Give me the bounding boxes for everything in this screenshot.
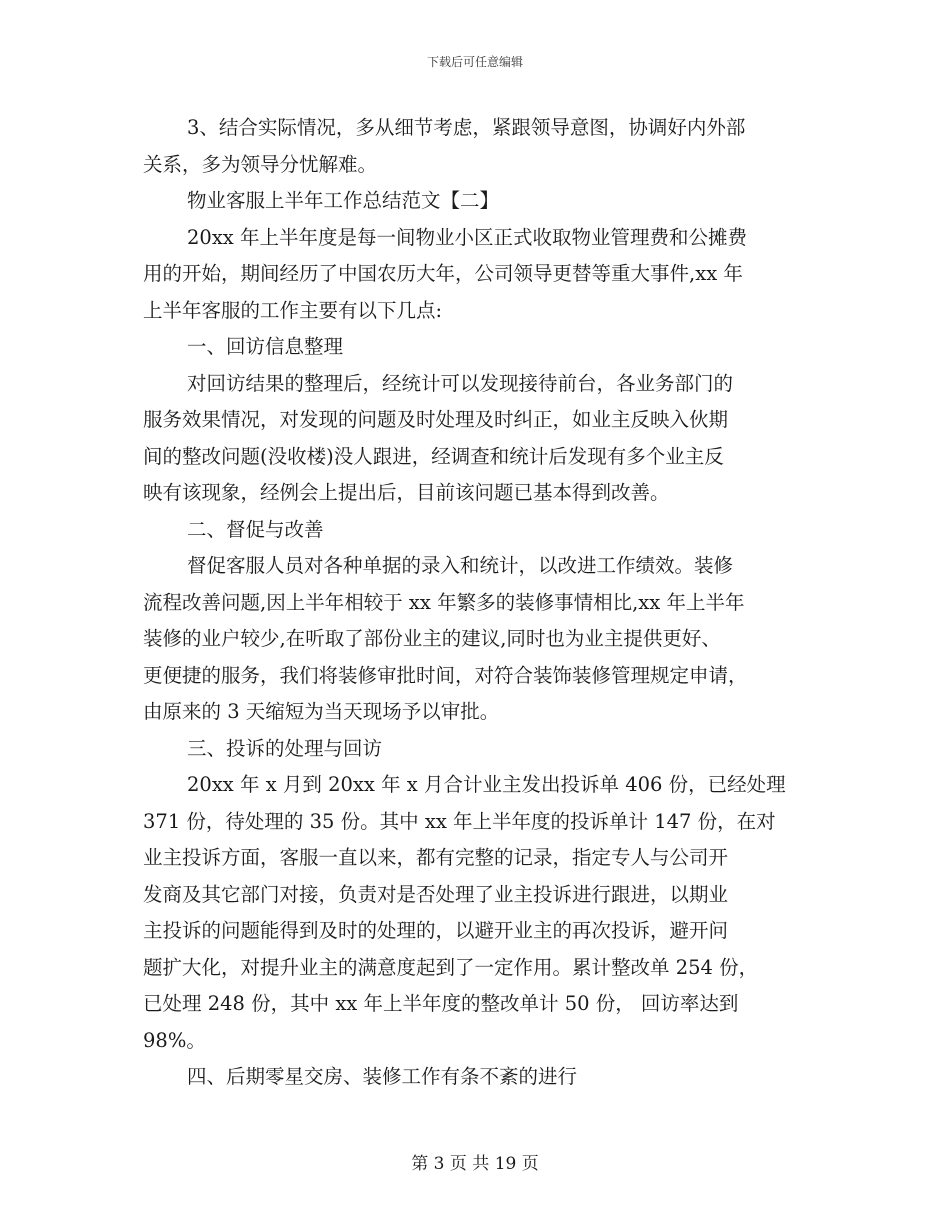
paragraph-line: 主投诉的问题能得到及时的处理的，以避开业主的再次投诉，避开问 [143, 919, 729, 942]
paragraph-line: 督促客服人员对各种单据的录入和统计，以改进工作绩效。装修 [187, 554, 734, 577]
paragraph-line: 间的整改问题(没收楼)没人跟进，经调查和统计后发现有多个业主反 [143, 444, 724, 468]
paragraph-line: 题扩大化，对提升业主的满意度起到了一定作用。累计整改单 254 份， [143, 955, 759, 979]
paragraph-line: 20xx 年 x 月到 20xx 年 x 月合计业主发出投诉单 406 份，已经处理 [187, 773, 786, 796]
paragraph-line: 发商及其它部门对接，负责对是否处理了业主投诉进行跟进，以期业 [143, 882, 729, 906]
paragraph-line: 由原来的 3 天缩短为当天现场予以审批。 [143, 700, 500, 723]
paragraph-line: 映有该现象，经例会上提出后，目前该问题已基本得到改善。 [143, 481, 670, 504]
paragraph-line: 业主投诉方面，客服一直以来，都有完整的记录，指定专人与公司开 [143, 846, 729, 869]
page-header-note: 下载后可任意编辑 [426, 55, 523, 69]
paragraph-line: 371 份，待处理的 35 份。其中 xx 年上半年度的投诉单计 147 份，在对 [143, 809, 776, 833]
paragraph-line: 已处理 248 份，其中 xx 年上半年度的整改单计 50 份， 回访率达到 [143, 992, 739, 1015]
paragraph-line: 20xx 年上半年度是每一间物业小区正式收取物业管理费和公摊费 [187, 225, 748, 249]
document-body [143, 110, 809, 1096]
paragraph-line: 3、结合实际情况，多从细节考虑，紧跟领导意图，协调好内外部 [187, 116, 746, 139]
section-heading: 四、后期零星交房、装修工作有条不紊的进行 [187, 1065, 578, 1088]
paragraph-line: 关系，多为领导分忧解难。 [143, 152, 378, 176]
section-heading: 一、回访信息整理 [187, 335, 344, 358]
section-title: 物业客服上半年工作总结范文【二】 [187, 189, 500, 212]
page-number: 第 3 页 共 19 页 [411, 1154, 539, 1174]
paragraph-line: 服务效果情况，对发现的问题及时处理及时纠正，如业主反映入伙期 [143, 408, 729, 431]
paragraph-line: 用的开始，期间经历了中国农历大年，公司领导更替等重大事件,xx 年 [143, 262, 743, 285]
paragraph-line: 98%。 [143, 1028, 206, 1052]
paragraph-line: 对回访结果的整理后，经统计可以发现接待前台，各业务部门的 [187, 371, 734, 395]
paragraph-line: 装修的业户较少,在听取了部份业主的建议,同时也为业主提供更好、 [143, 627, 721, 650]
paragraph-line: 上半年客服的工作主要有以下几点: [143, 298, 443, 322]
section-heading: 三、投诉的处理与回访 [187, 736, 383, 760]
section-heading: 二、督促与改善 [187, 517, 324, 541]
paragraph-line: 流程改善问题,因上半年相较于 xx 年繁多的装修事情相比,xx 年上半年 [143, 590, 745, 614]
paragraph-line: 更便捷的服务，我们将装修审批时间，对符合装饰装修管理规定申请， [143, 663, 748, 687]
